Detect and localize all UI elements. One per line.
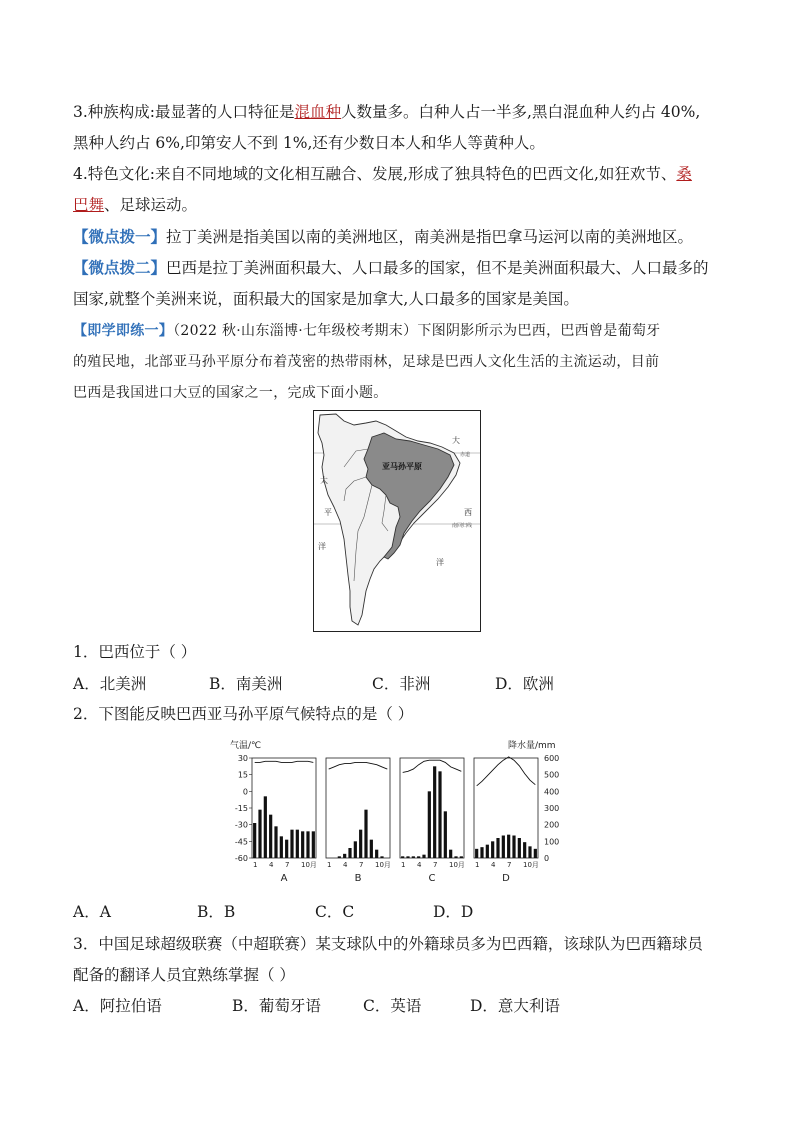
question-2-stem: 2．下图能反映巴西亚马孙平原气候特点的是（ ） <box>73 705 414 723</box>
equator-label: 赤道 <box>460 452 471 458</box>
precip-axis-title: 降水量/mm <box>508 741 556 751</box>
precip-bar <box>438 771 441 858</box>
panel-label: A <box>280 873 288 884</box>
temp-tick-label: -30 <box>234 820 248 830</box>
practice-tag: 【即学即练一】 <box>73 323 174 339</box>
precip-bar <box>296 830 299 858</box>
precip-bar <box>290 830 293 858</box>
precip-bar <box>348 848 351 858</box>
precip-bar <box>523 842 526 858</box>
temperature-line <box>477 757 536 786</box>
q2-option-c[interactable]: C．C <box>315 903 355 921</box>
brazil-map <box>313 410 481 632</box>
q3-option-d[interactable]: D．意大利语 <box>470 997 560 1015</box>
precip-bar <box>401 856 404 858</box>
ocean-label-yang-left: 洋 <box>318 542 326 551</box>
temp-tick-label: 0 <box>242 787 248 797</box>
tip-one: 【微点拨一】拉丁美洲是指美国以南的美洲地区，南美洲是指巴拿马运河以南的美洲地区。 <box>73 227 694 246</box>
practice-intro-3: 巴西是我国进口大豆的国家之一，完成下面小题。 <box>73 385 388 401</box>
precip-bar <box>428 791 431 858</box>
precip-bar <box>449 850 452 858</box>
precip-bar <box>370 840 373 858</box>
precip-bar <box>280 836 283 858</box>
q3-option-a[interactable]: A．阿拉伯语 <box>73 997 162 1015</box>
temperature-line <box>403 760 462 772</box>
q2-option-b[interactable]: B．B <box>197 903 236 921</box>
precip-bar <box>338 856 341 858</box>
precip-bar <box>518 838 521 858</box>
precip-bar <box>364 810 367 858</box>
precip-bar <box>354 841 357 858</box>
precip-bar <box>312 831 315 858</box>
precip-bar <box>406 856 409 858</box>
month-tick-label: 10月 <box>523 861 539 869</box>
precip-bar <box>301 831 304 858</box>
month-tick-label: 1 <box>475 861 480 869</box>
ocean-label-da: 大 <box>452 436 460 445</box>
amazon-plain-label: 亚马孙平原 <box>382 462 422 471</box>
precip-bar <box>306 831 309 858</box>
q2-option-a[interactable]: A．A <box>73 903 111 921</box>
climate-charts-svg <box>230 732 570 892</box>
precip-tick-label: 200 <box>544 820 560 830</box>
temp-tick-label: -15 <box>234 804 248 813</box>
precip-tick-label: 600 <box>544 754 560 763</box>
precip-bar <box>264 796 267 858</box>
note-race-2: 黑种人约占 6%,印第安人不到 1%,还有少数日本人和华人等黄种人。 <box>73 134 545 152</box>
precip-bar <box>502 836 505 859</box>
temperature-line <box>329 762 388 769</box>
keyword-samba-2: 巴舞 <box>73 196 105 214</box>
panel-label: B <box>354 873 362 884</box>
month-tick-label: 4 <box>491 861 496 869</box>
precip-bar <box>534 849 537 858</box>
precip-bar <box>460 856 463 858</box>
brazil-map-svg <box>314 411 480 631</box>
month-tick-label: 1 <box>327 861 332 869</box>
climate-panel-frame <box>252 758 316 858</box>
q1-option-b[interactable]: B．南美洲 <box>209 675 283 693</box>
precip-bar <box>512 836 515 859</box>
ocean-label-xi: 西 <box>464 508 472 517</box>
precip-tick-label: 500 <box>544 770 560 780</box>
climate-panel-frame <box>474 758 538 858</box>
precip-bar <box>285 840 288 858</box>
precip-tick-label: 300 <box>544 804 560 813</box>
temp-tick-label: -60 <box>234 854 248 863</box>
question-3-stem-2: 配备的翻译人员宜熟练掌握（ ） <box>73 966 295 984</box>
precip-bar <box>269 815 272 858</box>
month-tick-label: 7 <box>359 861 364 869</box>
precip-bar <box>375 850 378 858</box>
ocean-label-yang-right: 洋 <box>436 558 444 567</box>
climate-panel-frame <box>400 758 464 858</box>
precip-bar <box>412 856 415 858</box>
precip-bar <box>444 811 447 858</box>
ocean-label-ping: 平 <box>324 508 332 517</box>
temp-tick-label: -45 <box>234 837 248 847</box>
question-3-stem: 3．中国足球超级联赛（中超联赛）某支球队中的外籍球员多为巴西籍，该球队为巴西籍球员 <box>73 935 703 953</box>
panel-label: C <box>428 873 436 884</box>
precip-bar <box>507 835 510 858</box>
precip-bar <box>475 849 478 858</box>
month-tick-label: 10月 <box>449 861 465 869</box>
precip-tick-label: 100 <box>544 837 560 847</box>
precip-bar <box>496 838 499 858</box>
precip-bar <box>253 823 256 858</box>
question-1-stem: 1．巴西位于（ ） <box>73 643 197 661</box>
precip-bar <box>491 841 494 858</box>
month-tick-label: 10月 <box>375 861 391 869</box>
month-tick-label: 10月 <box>301 861 317 869</box>
panel-label: D <box>502 873 510 884</box>
month-tick-label: 4 <box>269 861 274 869</box>
precip-bar <box>343 854 346 858</box>
climate-panel-frame <box>326 758 390 858</box>
note-culture: 4.特色文化:来自不同地域的文化相互融合、发展,形成了独具特色的巴西文化,如狂欢节、桑 <box>73 165 692 183</box>
note-race: 3.种族构成:最显著的人口特征是混血种人数量多。白种人占一半多,黑白混血种人约占 40%, <box>73 103 701 121</box>
temp-tick-label: 30 <box>237 754 248 763</box>
precip-bar <box>433 766 436 858</box>
precip-bar <box>422 855 425 858</box>
keyword-samba-1: 桑 <box>676 165 692 183</box>
q3-option-b[interactable]: B．葡萄牙语 <box>232 997 321 1015</box>
month-tick-label: 7 <box>285 861 290 869</box>
q1-option-c[interactable]: C．非洲 <box>372 675 431 693</box>
practice-intro-2: 的殖民地，北部亚马孙平原分布着茂密的热带雨林，足球是巴西人文化生活的主流运动，目前 <box>73 354 660 370</box>
precip-bar <box>486 845 489 858</box>
precip-bar <box>454 856 457 858</box>
precip-bar <box>380 856 383 858</box>
q2-option-d[interactable]: D．D <box>433 903 474 921</box>
month-tick-label: 4 <box>417 861 422 869</box>
q1-option-d[interactable]: D．欧洲 <box>495 675 554 693</box>
month-tick-label: 1 <box>401 861 406 869</box>
tropic-label: 南回归线 <box>452 523 473 529</box>
practice-intro: 【即学即练一】（2022 秋·山东淄博·七年级校考期末）下图阴影所示为巴西，巴西曾是葡萄牙 <box>73 323 661 339</box>
month-tick-label: 7 <box>507 861 512 869</box>
precip-tick-label: 0 <box>544 854 550 863</box>
month-tick-label: 7 <box>433 861 438 869</box>
ocean-label-tai: 太 <box>320 476 328 485</box>
precip-bar <box>258 810 261 858</box>
note-culture-2: 巴舞、足球运动。 <box>73 196 198 214</box>
tip-two-cont: 国家,就整个美洲来说，面积最大的国家是加拿大,人口最多的国家是美国。 <box>73 290 579 308</box>
month-tick-label: 4 <box>343 861 348 869</box>
q3-option-c[interactable]: C．英语 <box>363 997 422 1015</box>
precip-bar <box>417 856 420 858</box>
tip-two-tag: 【微点拨二】 <box>73 258 167 277</box>
precip-bar <box>480 847 483 858</box>
climate-charts <box>230 732 570 892</box>
temperature-line <box>255 761 314 762</box>
tip-one-tag: 【微点拨一】 <box>73 227 167 246</box>
keyword-mixed-race: 混血种 <box>294 103 342 121</box>
precip-bar <box>359 830 362 858</box>
tip-two: 【微点拨二】巴西是拉丁美洲面积最大、人口最多的国家，但不是美洲面积最大、人口最多的 <box>73 258 709 277</box>
precip-tick-label: 400 <box>544 787 560 797</box>
q1-option-a[interactable]: A．北美洲 <box>73 675 147 693</box>
precip-bar <box>528 846 531 858</box>
temp-axis-title: 气温/℃ <box>230 741 262 751</box>
temp-tick-label: 15 <box>237 770 248 780</box>
precip-bar <box>274 826 277 858</box>
month-tick-label: 1 <box>253 861 258 869</box>
